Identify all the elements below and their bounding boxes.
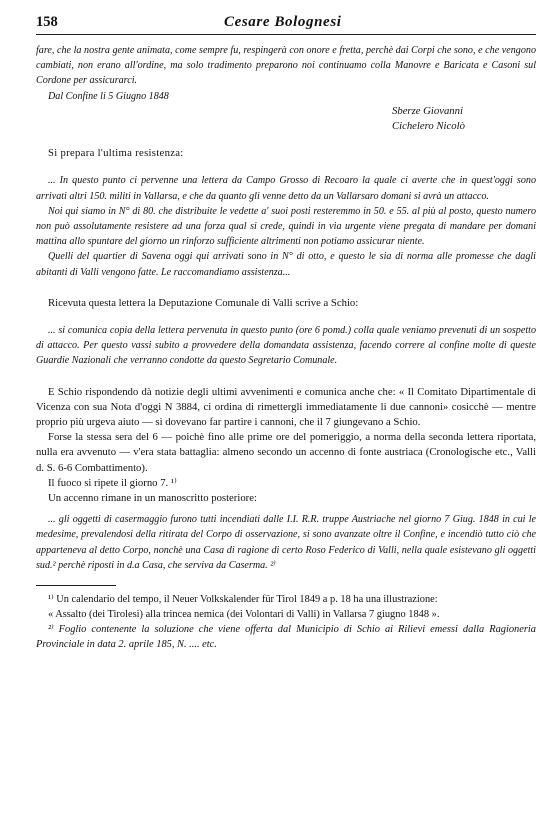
quoted-paragraph: ... In questo punto ci pervenne una lettera da Campo Grosso di Recoaro la quale ci averte che in quest'oggi sono arrivati altri 150. militi in Vallarsa, e che da quanto gli venne detto da un Vallarsaro domani si avrà un attacco. xyxy=(36,175,536,202)
body-paragraph: E Schio rispondendo dà notizie degli ultimi avvenimenti e comunica anche che: « Il Comitato Dipartimentale di Vicenza con sua Nota d'oggi N 3884, ci ordina di rimettergli immediatamente li due cannoni» cosicchè — mentre proprio più urgeva aiuto — si dovevano far partire i cannoni, che il 7 giungevano a Schio. xyxy=(36,385,536,429)
footnote: ¹⁾ Un calendario del tempo, il Neuer Volkskalender für Tirol 1849 a p. 18 ha una illustrazione: xyxy=(48,594,438,606)
body-paragraph: Forse la stessa sera del 6 — poichè fino alle prime ore del pomeriggio, a norma della seconda lettera riportata, nulla era avvenuto — v'era stata battaglia: almeno secondo un accenno di fonte austriaca (Cronologische etc., Valli d. S. 6-6 Combattimento). xyxy=(36,431,536,474)
letter-dateline: Dal Confine li 5 Giugno 1848 xyxy=(48,90,169,102)
footnote-quote: « Assalto (dei Tirolesi) alla trincea nemica (dei Volontari di Valli) in Vallarsa 7 giugno 1848 ». xyxy=(48,609,440,621)
footnote: ²⁾ Foglio contenente la soluzione che viene offerta dal Municipio di Schio ai Rilievi emessi dalla Ragioneria Provinciale in data 2. aprile 185, N. .... etc. xyxy=(36,624,536,651)
footnote-divider xyxy=(36,585,116,586)
signatory-name: Cichelero Nicolò xyxy=(392,120,465,133)
quoted-paragraph: Noi qui siamo in N° di 80. che distribuite le vedette a' suoi posti resteremmo in 50. e 55. al più al posto, questo numero non può assolutamente resistere ad una forza qual si crede, quindi in via urgente viene pregata di mandare per domani mattina allo spuntare del giorno un rinforzo sufficiente altrimenti non potiamo assicurar niente. xyxy=(36,205,536,248)
body-paragraph: Si prepara l'ultima resistenza: xyxy=(48,147,184,160)
body-paragraph: Un accenno rimane in un manoscritto posteriore: xyxy=(48,492,257,505)
quoted-paragraph: Quelli del quartier di Savena oggi qui arrivati sono in N° di otto, e questo le sia di norma alle promesse che dagli abitanti di Valli vengono fatte. Le raccomandiamo assistenza... xyxy=(36,251,536,278)
page-number: 158 xyxy=(36,14,58,30)
letter-quote-closing: fare, che la nostra gente animata, come sempre fu, respingerà con onore e fretta, perchè dai Corpi che sono, e che vengono cambiati, non erano all'ordine, ma solo tradimento preparono noi continuamo colla Manovre e Baricata e Casoni sul Cordone per assicurarci. xyxy=(36,45,536,87)
quoted-paragraph: ... gli oggetti di casermaggio furono tutti incendiati dalle I.I. R.R. truppe Austriache nel giorno 7 Giug. 1848 in cui le medesime, prevalendosi della ritirata del Corpo di osservazione, si sono avanzate oltre il Confine, e incendiò tutto ciò che apparteneva al detto Corpo, nonchè una Casa di ragione di certo Roso Federico di Valli, nella quale esistevano gli oggetti sud.² perchè riposti in d.a Casa, che serviva da Caserma. ²⁾ xyxy=(36,514,536,571)
signatory-name: Sberze Giovanni xyxy=(392,104,463,117)
running-title: Cesare Bolognesi xyxy=(224,14,342,30)
quoted-paragraph: ... si comunica copia della lettera pervenuta in questo punto (ore 6 pomd.) colla quale veniamo prevenuti di un sospetto di attacco. Per questo vassi subito a provvedere della domandata assistenza, facendo correre al confine molte di queste Guardie Nazionali che verranno condotte da questo Segretario Comunale. xyxy=(36,325,536,367)
body-paragraph: Ricevuta questa lettera la Deputazione Comunale di Valli scrive a Schio: xyxy=(48,296,359,309)
letter-signatories xyxy=(36,104,536,134)
running-head xyxy=(36,14,536,35)
body-paragraph: Il fuoco si ripete il giorno 7. ¹⁾ xyxy=(48,476,177,489)
